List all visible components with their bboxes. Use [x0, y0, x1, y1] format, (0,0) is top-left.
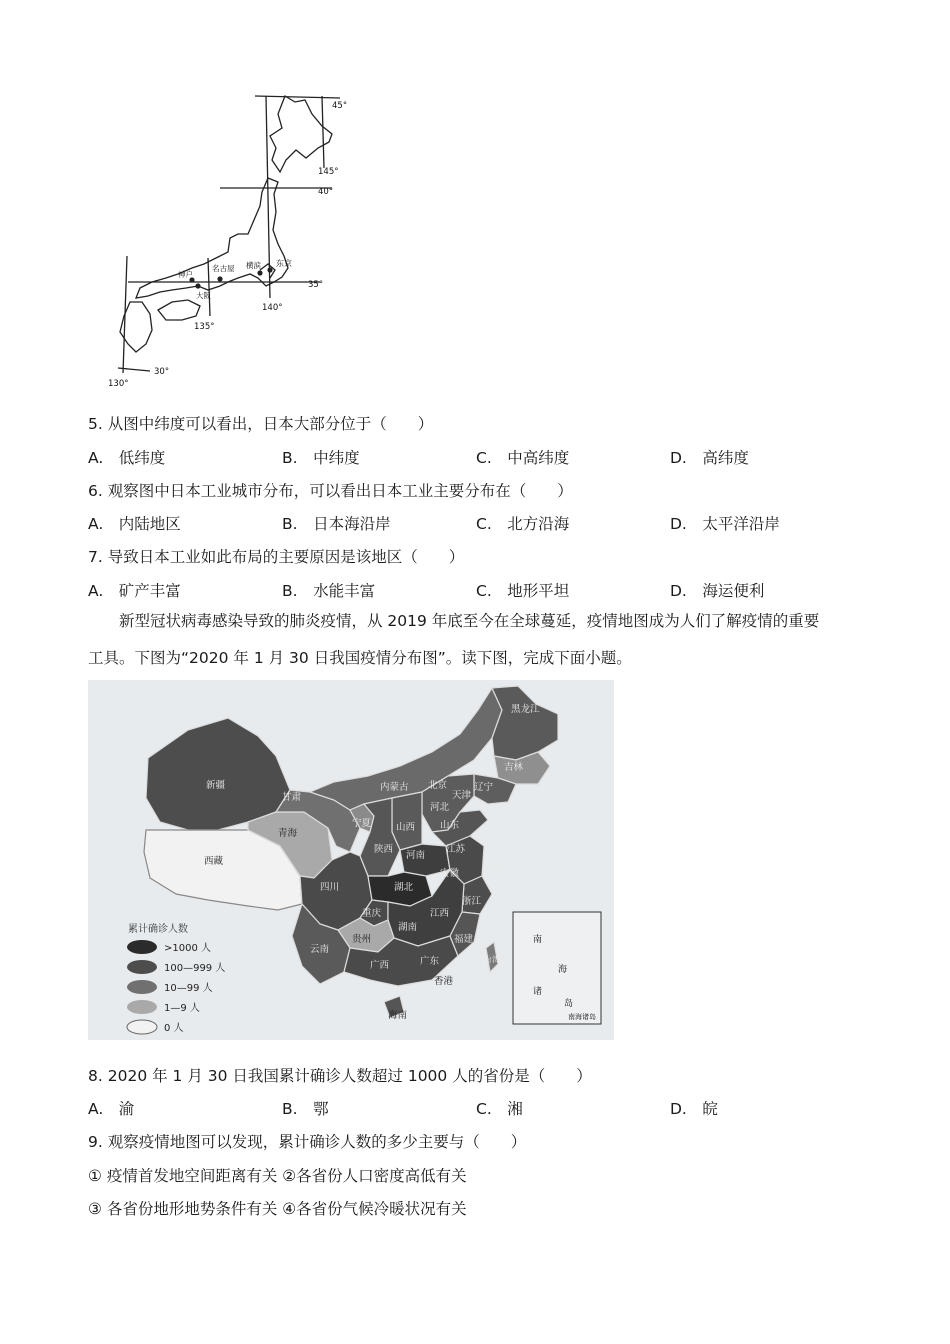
option-a[interactable]: A. 低纬度: [88, 449, 166, 467]
option-a[interactable]: A. 矿产丰富: [88, 582, 181, 600]
japan-map: [100, 88, 370, 393]
province-label: 新疆: [206, 780, 226, 791]
option-c[interactable]: C. 中高纬度: [476, 449, 570, 467]
province-label: 河南: [406, 850, 426, 861]
province-label: 内蒙古: [380, 782, 409, 793]
lon-label: 135°: [194, 322, 215, 332]
inset-char: 岛: [564, 999, 574, 1009]
city-label: 东京: [276, 259, 292, 268]
question-stem: 观察疫情地图可以发现，累计确诊人数的多少主要与（ ）: [107, 1133, 527, 1151]
question-number: 9.: [88, 1133, 103, 1151]
question-8: [88, 1064, 592, 1086]
province-label: 湖北: [394, 882, 414, 893]
legend-label: 0 人: [164, 1023, 184, 1034]
question-number: 7.: [88, 548, 103, 566]
province-label: 江西: [430, 908, 450, 919]
intro-line-2: 工具。下图为“2020 年 1 月 30 日我国疫情分布图”。读下图，完成下面小题。: [88, 649, 632, 667]
province-label: 浙江: [462, 896, 482, 907]
lon-label: 140°: [262, 303, 283, 313]
question-6: [88, 479, 573, 501]
province-label: 陕西: [374, 844, 394, 855]
province-label: 西藏: [204, 856, 224, 867]
city-label: 横滨: [246, 261, 261, 270]
province-label: 江苏: [446, 844, 466, 855]
city-label: 大阪: [196, 291, 211, 300]
question-stem: 从图中纬度可以看出，日本大部分位于（ ）: [107, 415, 434, 433]
city-label: 名古屋: [212, 264, 235, 273]
option-c[interactable]: C. 地形平坦: [476, 582, 570, 600]
question-stem: 观察图中日本工业城市分布，可以看出日本工业主要分布在（ ）: [107, 482, 573, 500]
province-label: 重庆: [362, 908, 382, 919]
option-d[interactable]: D. 高纬度: [670, 449, 749, 467]
lon-label: 145°: [318, 167, 339, 177]
province-label: 广西: [370, 960, 390, 971]
province-label: 黑龙江: [511, 704, 540, 715]
province-label: 辽宁: [474, 782, 494, 793]
question-stem: 2020 年 1 月 30 日我国累计确诊人数超过 1000 人的省份是（ ）: [107, 1067, 592, 1085]
option-b[interactable]: B. 中纬度: [282, 449, 360, 467]
lat-label: 30°: [154, 367, 170, 377]
question-7: [88, 545, 464, 567]
question-number: 6.: [88, 482, 103, 500]
lat-label: 40°: [318, 187, 334, 197]
lat-label: 45°: [332, 101, 348, 111]
province-label: 青海: [278, 828, 298, 839]
option-d[interactable]: D. 皖: [670, 1100, 718, 1118]
option-d[interactable]: D. 太平洋沿岸: [670, 515, 780, 533]
province-label: 山西: [396, 822, 416, 833]
option-b[interactable]: B. 鄂: [282, 1100, 329, 1118]
province-label: 上海: [484, 864, 504, 875]
province-label: 贵州: [352, 934, 372, 945]
inset-char: 南: [533, 935, 543, 945]
city-label: 神户: [178, 270, 193, 279]
option-b[interactable]: B. 水能丰富: [282, 582, 376, 600]
inset-char: 诸: [533, 987, 543, 997]
option-a[interactable]: A. 内陆地区: [88, 515, 181, 533]
legend-label: 100—999 人: [164, 963, 226, 974]
province-label: 四川: [320, 882, 340, 893]
province-label: 天津: [452, 790, 472, 801]
china-epidemic-map: [88, 680, 614, 1040]
province-label: 广东: [420, 956, 440, 967]
intro-line-1: 新型冠状病毒感染导致的肺炎疫情，从 2019 年底至今在全球蔓延，疫情地图成为人们了解疫情的重要: [119, 612, 820, 630]
province-label: 吉林: [504, 762, 524, 773]
statement-line: ③ 各省份地形地势条件有关 ④各省份气候冷暖状况有关: [88, 1200, 467, 1218]
inset-label: 南海诸岛: [568, 1013, 596, 1021]
legend-label: 1—9 人: [164, 1003, 200, 1014]
province-label: 福建: [454, 934, 474, 945]
province-label: 云南: [310, 944, 330, 955]
question-stem: 导致日本工业如此布局的主要原因是该地区（ ）: [107, 548, 465, 566]
province-label: 海南: [388, 1010, 408, 1021]
lat-label: 35°: [308, 280, 324, 290]
option-d[interactable]: D. 海运便利: [670, 582, 765, 600]
province-label: 香港: [434, 976, 454, 987]
question-number: 8.: [88, 1067, 103, 1085]
inset-char: 海: [558, 965, 568, 975]
province-label: 安徽: [440, 868, 460, 879]
legend-label: >1000 人: [164, 943, 212, 954]
province-label: 河北: [430, 802, 450, 813]
province-label: 湖南: [398, 922, 418, 933]
option-c[interactable]: C. 湘: [476, 1100, 523, 1118]
option-c[interactable]: C. 北方沿海: [476, 515, 570, 533]
legend-title: 累计确诊人数: [128, 924, 188, 935]
statement-line: ① 疫情首发地空间距离有关 ②各省份人口密度高低有关: [88, 1167, 467, 1185]
lon-label: 130°: [108, 379, 129, 389]
legend-label: 10—99 人: [164, 983, 213, 994]
province-label: 北京: [428, 780, 448, 791]
question-9: [88, 1130, 526, 1152]
province-label: 山东: [440, 820, 460, 831]
option-b[interactable]: B. 日本海沿岸: [282, 515, 391, 533]
province-label: 台湾: [484, 955, 500, 964]
question-number: 5.: [88, 415, 103, 433]
option-a[interactable]: A. 渝: [88, 1100, 135, 1118]
intro-paragraph: [88, 603, 874, 677]
question-5: [88, 412, 433, 434]
province-label: 宁夏: [352, 818, 372, 829]
province-label: 甘肃: [282, 792, 302, 803]
